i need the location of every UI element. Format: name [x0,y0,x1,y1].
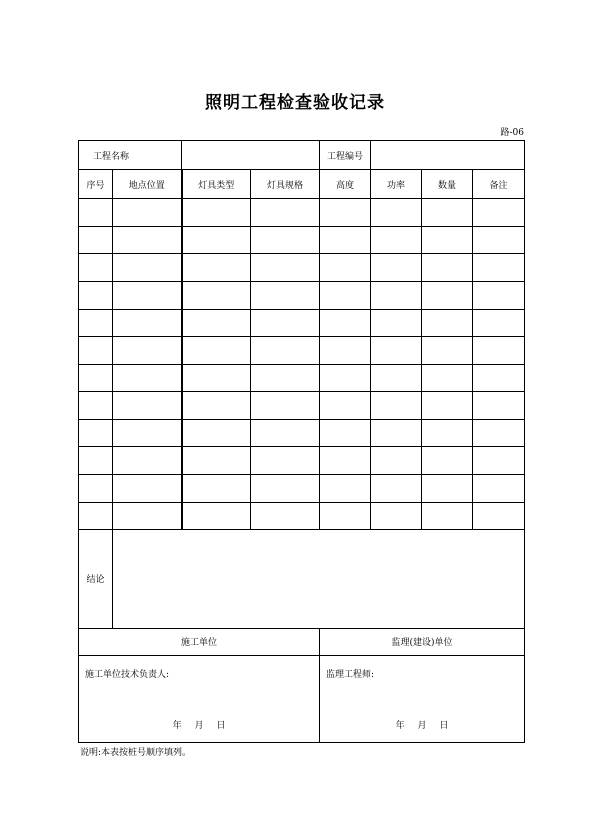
table-cell[interactable] [113,281,182,309]
table-cell[interactable] [182,364,251,392]
table-cell[interactable] [371,502,422,530]
column-header: 序号 [79,170,113,199]
table-row [79,392,525,420]
signature-row [79,655,525,742]
table-cell[interactable] [251,309,320,337]
column-header: 数量 [422,170,473,199]
table-cell[interactable] [371,419,422,447]
table-cell[interactable] [79,419,113,447]
table-cell[interactable] [422,226,473,254]
table-cell[interactable] [371,199,422,227]
table-cell[interactable] [473,364,525,392]
form-title: 照明工程检查验收记录 [205,93,385,113]
table-cell[interactable] [320,309,371,337]
table-cell[interactable] [182,502,251,530]
column-header: 灯具规格 [251,170,320,199]
column-header-row [79,170,525,199]
conclusion-row [79,530,525,628]
table-cell[interactable] [371,392,422,420]
table-cell[interactable] [113,392,182,420]
table-cell[interactable] [79,474,113,502]
table-cell[interactable] [422,502,473,530]
table-cell[interactable] [473,309,525,337]
table-cell[interactable] [422,392,473,420]
construction-signature-cell[interactable] [79,655,320,742]
table-cell[interactable] [251,392,320,420]
table-cell[interactable] [473,337,525,365]
table-cell[interactable] [113,364,182,392]
table-cell[interactable] [320,199,371,227]
table-cell[interactable] [79,502,113,530]
table-row [79,474,525,502]
table-cell[interactable] [79,364,113,392]
supervision-signer-label: 监理工程师: [326,669,375,680]
table-cell[interactable] [320,337,371,365]
table-cell[interactable] [473,392,525,420]
inspection-form-table [78,140,525,743]
table-cell[interactable] [422,447,473,475]
table-cell[interactable] [371,281,422,309]
table-cell[interactable] [422,474,473,502]
table-cell[interactable] [422,364,473,392]
table-cell[interactable] [320,419,371,447]
construction-date-label: 年 月 日 [172,721,226,731]
table-row [79,226,525,254]
table-cell[interactable] [251,199,320,227]
table-cell[interactable] [79,309,113,337]
supervision-unit-heading: 监理(建设)单位 [320,628,525,655]
table-cell[interactable] [251,337,320,365]
column-header: 灯具类型 [182,170,251,199]
table-cell[interactable] [79,392,113,420]
supervision-date-label: 年 月 日 [395,721,449,731]
table-cell[interactable] [473,226,525,254]
table-cell[interactable] [422,281,473,309]
table-cell[interactable] [422,309,473,337]
table-cell[interactable] [251,254,320,282]
table-cell[interactable] [320,281,371,309]
table-cell[interactable] [251,281,320,309]
table-cell[interactable] [320,447,371,475]
table-cell[interactable] [182,474,251,502]
construction-signer-label: 施工单位技术负责人: [85,669,170,680]
table-cell[interactable] [113,309,182,337]
table-cell[interactable] [182,419,251,447]
table-cell[interactable] [473,447,525,475]
column-header: 功率 [371,170,422,199]
table-row [79,419,525,447]
table-cell[interactable] [371,226,422,254]
table-cell[interactable] [320,502,371,530]
table-cell[interactable] [182,392,251,420]
table-cell[interactable] [113,199,182,227]
table-cell[interactable] [371,337,422,365]
table-cell[interactable] [113,419,182,447]
table-cell[interactable] [473,199,525,227]
table-cell[interactable] [113,447,182,475]
conclusion-label: 结论 [79,530,113,628]
table-cell[interactable] [182,281,251,309]
table-cell[interactable] [251,364,320,392]
form-code: 路-06 [500,128,524,138]
table-cell[interactable] [371,309,422,337]
table-cell[interactable] [113,254,182,282]
table-cell[interactable] [422,199,473,227]
table-row [79,502,525,530]
table-cell[interactable] [371,364,422,392]
table-cell[interactable] [113,474,182,502]
table-row [79,364,525,392]
table-cell[interactable] [79,199,113,227]
table-row [79,254,525,282]
table-cell[interactable] [251,447,320,475]
table-cell[interactable] [182,226,251,254]
column-header: 备注 [473,170,525,199]
table-cell[interactable] [422,419,473,447]
table-cell[interactable] [251,419,320,447]
table-cell[interactable] [79,447,113,475]
construction-unit-heading: 施工单位 [79,628,320,655]
table-cell[interactable] [473,419,525,447]
table-row [79,309,525,337]
table-cell[interactable] [473,254,525,282]
table-cell[interactable] [251,226,320,254]
unit-heading-row [79,628,525,655]
table-cell[interactable] [422,337,473,365]
table-cell[interactable] [251,474,320,502]
data-rows [79,199,525,530]
table-cell[interactable] [320,392,371,420]
table-row [79,337,525,365]
footnote: 说明:本表按桩号顺序填列。 [80,748,192,758]
table-cell[interactable] [79,281,113,309]
column-header: 高度 [320,170,371,199]
table-cell[interactable] [79,337,113,365]
table-cell[interactable] [371,474,422,502]
table-cell[interactable] [320,254,371,282]
table-cell[interactable] [182,447,251,475]
table-cell[interactable] [182,337,251,365]
project-name-field[interactable] [182,141,320,170]
table-cell[interactable] [79,254,113,282]
table-cell[interactable] [320,226,371,254]
table-cell[interactable] [320,364,371,392]
table-cell[interactable] [473,474,525,502]
table-cell[interactable] [371,254,422,282]
table-cell[interactable] [371,447,422,475]
table-row [79,281,525,309]
conclusion-field[interactable] [113,530,525,628]
supervision-signature-cell[interactable] [320,655,525,742]
table-cell[interactable] [113,337,182,365]
table-row [79,447,525,475]
project-info-row [79,141,525,170]
table-cell[interactable] [473,502,525,530]
table-cell[interactable] [182,199,251,227]
table-cell[interactable] [473,281,525,309]
table-cell[interactable] [320,474,371,502]
table-cell[interactable] [422,254,473,282]
project-no-label: 工程编号 [320,141,371,170]
table-cell[interactable] [182,309,251,337]
table-row [79,199,525,227]
table-cell[interactable] [113,226,182,254]
column-header: 地点位置 [113,170,182,199]
table-cell[interactable] [113,502,182,530]
table-cell[interactable] [79,226,113,254]
project-no-field[interactable] [371,141,525,170]
table-cell[interactable] [251,502,320,530]
table-cell[interactable] [182,254,251,282]
project-name-label: 工程名称 [79,141,182,170]
